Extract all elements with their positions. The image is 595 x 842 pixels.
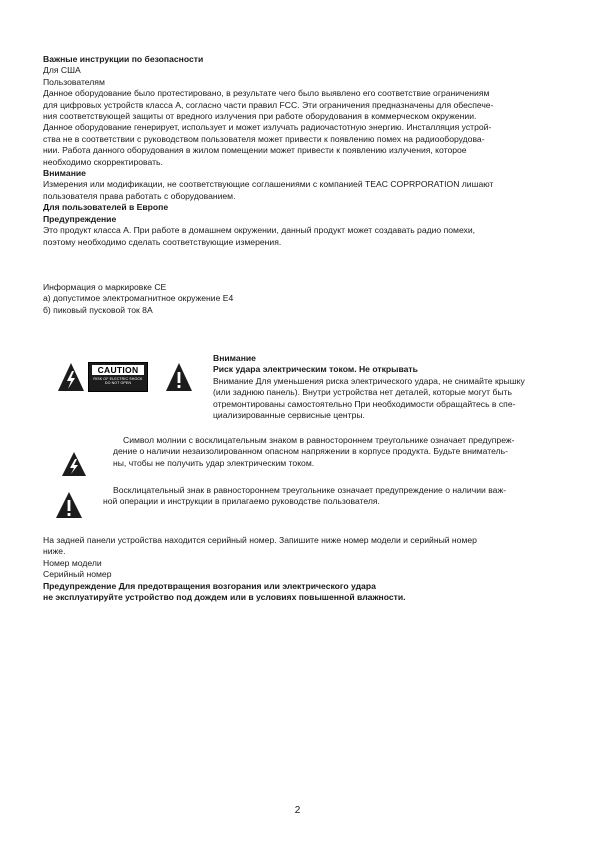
lightning-symbol-text — [113, 435, 555, 469]
caution-line: Внимание Для уменьшения риска электрического удара, не снимайте крышку — [213, 375, 525, 386]
model-number-label: Номер модели — [43, 557, 102, 568]
caution-line: циализированные сервисные центры. — [213, 410, 365, 421]
caution-badge-title: CAUTION — [92, 365, 144, 375]
caution-subheading: Риск удара электрическим током. Не открывать — [213, 364, 418, 375]
fcc-line: необходимо скорректировать. — [43, 156, 163, 167]
warning-title: Предупреждение — [43, 213, 117, 224]
caution-badge-line: RISK OF ELECTRIC SHOCK — [93, 377, 143, 381]
europe-title: Для пользователей в Европе — [43, 202, 169, 213]
caution-badge-line: DO NOT OPEN — [104, 381, 132, 386]
fcc-line: нии. Работа данного оборудования в жилом помещении может привести к появлению излучения, которое — [43, 145, 467, 156]
caution-label-graphic — [57, 362, 193, 392]
ce-item-b: б) пиковый пусковой ток 8А — [43, 304, 153, 315]
caution-line: отремонтированы самостоятельно При необходимости обращайтесь в спе- — [213, 398, 516, 409]
safety-title: Важные инструкции по безопасности — [43, 54, 204, 64]
page-number: 2 — [294, 805, 301, 816]
caution-line: (или заднюю панель). Внутри устройства нет деталей, которые могут быть — [213, 387, 512, 398]
exclamation-symbol-text — [103, 485, 555, 508]
for-usa-label: Для США — [43, 65, 81, 76]
ce-section — [43, 282, 555, 316]
caution-badge — [88, 362, 148, 392]
lightning-line: ны, чтобы не получить удар электрическим током. — [113, 457, 315, 468]
exclamation-line: Восклицательный знак в равностороннем треугольнике означает предупреждение о наличии важ- — [113, 485, 507, 495]
safety-section — [43, 54, 555, 248]
fire-warning-line: не эксплуатируйте устройство под дождем или в условиях повышенной влажности. — [43, 592, 406, 603]
caution-text-block — [213, 353, 555, 421]
fcc-line: Данное оборудование генерирует, использует и может излучать радиочастотную энергию. Инсталляция устрой- — [43, 122, 492, 133]
exclamation-line: ной операции и инструкции в прилагаемо руководстве пользователя. — [103, 496, 380, 507]
ce-item-a: а) допустимое электромагнитное окружение Е4 — [43, 293, 234, 304]
serial-line: На задней панели устройства находится серийный номер. Запишите ниже номер модели и серийный номер — [43, 535, 477, 545]
attention-line: пользователя права работать с оборудованием. — [43, 190, 236, 201]
lightning-triangle-icon — [61, 451, 87, 477]
lightning-line: Символ молнии с восклицательным знаком в равностороннем треугольнике означает предупреж- — [123, 435, 515, 445]
fcc-line: для цифровых устройств класса А, согласно части правил FCC. Эти ограничения предназначены для обеспече- — [43, 99, 494, 110]
ce-title: Информация о маркировке CE — [43, 282, 167, 292]
users-label: Пользователям — [43, 76, 105, 87]
serial-number-label: Серийный номер — [43, 569, 112, 580]
caution-heading: Внимание — [213, 353, 256, 363]
europe-line: Это продукт класса А. При работе в домашнем окружении, данный продукт может создавать радио помехи, — [43, 225, 476, 236]
europe-line: поэтому необходимо сделать соответствующие измерения. — [43, 236, 282, 247]
fcc-line: Данное оборудование было протестировано, в результате чего было выявлено его соответствие ограничениям — [43, 88, 490, 99]
serial-line: ниже. — [43, 546, 66, 557]
attention-line: Измерения или модификации, не соответствующие соглашениями с компанией TEAC COPRPORATION лишают — [43, 179, 494, 190]
fcc-line: ния соответствующей защиты от вредного излучения при работе оборудования в коммерческом окружении. — [43, 111, 477, 122]
exclamation-triangle-icon — [55, 491, 83, 519]
exclamation-triangle-icon — [165, 362, 193, 392]
serial-section — [43, 535, 555, 603]
fire-warning-line: Предупреждение Для предотвращения возгорания или электрического удара — [43, 580, 376, 591]
lightning-triangle-icon — [57, 362, 85, 392]
lightning-line: дение о наличии незаизолированном опасном напряжении в корпусе продукта. Будьте вниматель- — [113, 446, 508, 457]
fcc-line: ства не в соответствии с руководством пользователя может привести к появлению помех на радиооборудова- — [43, 133, 485, 144]
attention-title: Внимание — [43, 168, 86, 179]
